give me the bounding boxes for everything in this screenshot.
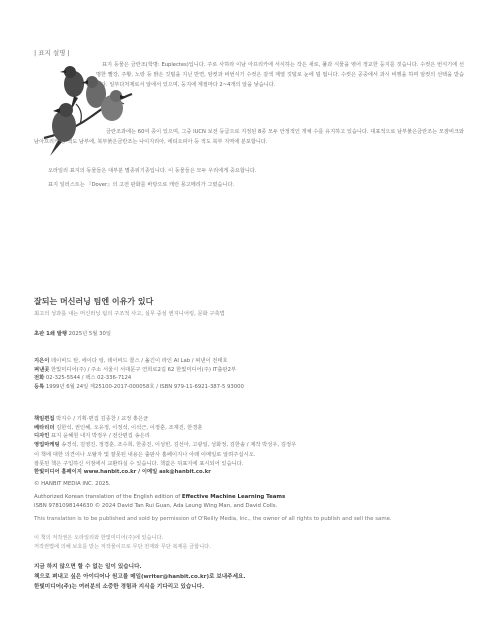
- book-subtitle: 최고의 성과를 내는 머신러닝 팀의 구조적 사고, 실무 중심 엔지니어링, 문화 구축법: [34, 311, 225, 317]
- cover-note-paragraph-4: 표지 일러스트는 『Dover』의 고전 판화를 바탕으로 캐런 몽고메리가 그렸습니다.: [48, 182, 235, 188]
- people-value-0: 데이비드 탄, 에이다 렁, 데이비드 콜스 / 옮긴이 라인 AI Lab / 펴낸이 전태호: [51, 358, 228, 364]
- printing-info: [34, 330, 474, 339]
- cover-note-paragraph-3: 오라일리 표지의 동물들은 대부분 멸종위기종입니다. 이 동물들은 모두 우리에게 중요합니다.: [48, 168, 257, 174]
- closing-line-3: 한빛미디어(주)는 여러분의 소중한 경험과 지식을 기다리고 있습니다.: [34, 583, 205, 590]
- printing-label: 초판 1쇄 발행: [34, 331, 67, 337]
- staff-value-1: 김한석, 권인혜, 오유정, 이정석, 이석근, 이정훈, 조재진, 한경훈: [56, 424, 203, 431]
- cover-note-paragraph-2: 금란조과에는 60여 종이 있으며, 그중 IUCN 보전 등급으로 지정된 8종 모두 안정적인 개체 수를 유지하고 있습니다. 대표적으로 남부붉은금란조는 모잠비크와 남아프리카 등 적도 남부에, 북부붉은금란조는 나이지리아, 에티오피아 등 적도 북부 지역에 분포합니다.: [34, 129, 464, 145]
- people-label-1: 펴낸곳: [34, 366, 50, 373]
- translation-rights: This translation is to be published and sold by permission of O'Reilly Media, Inc., the owner of all rights to publish and sell the same.: [34, 516, 392, 522]
- errata-line-1: 이 책에 대한 의견이나 오탈자 및 잘못된 내용은 출판사 홈페이지나 아래 이메일로 알려주십시오.: [34, 452, 256, 458]
- closing-line-2: 책으로 펴내고 싶은 아이디어나 원고를 메일(writer@hanbit.co.kr)로 보내주세요.: [34, 573, 246, 580]
- staff-label-0: 책임편집: [34, 416, 55, 422]
- korean-notice-1: 이 책의 저작권은 오라일리와 한빛미디어(주)에 있습니다.: [34, 535, 164, 541]
- people-label-2: 전화: [34, 375, 45, 382]
- english-edition-info: [34, 493, 474, 511]
- english-prefix: Authorized Korean translation of the English edition of: [34, 494, 181, 500]
- copyright-notice: © HANBIT MEDIA INC. 2025.: [34, 481, 111, 487]
- closing-line-1: 지금 하지 않으면 할 수 없는 일이 있습니다.: [34, 564, 142, 570]
- korean-copyright-notice: [34, 534, 474, 552]
- cover-note-paragraph-1: 표지 동물은 금란조(학명: Euplectes)입니다. 주로 사하라 이남 아프리카에 서식하는 작은 새로, 풀과 식물을 엮어 정교한 둥지를 짓습니다. 수컷은 번식기에 선명한 빨강, 주황, 노랑 등 밝은 깃털을 지닌 반면, 암컷과 비번식기 수컷은 갈색 계열 깃털로 눈에 덜 띕니다. 수컷은 공중에서 과시 비행을 하며 암컷의 선택을 받습니다. 일부다처제로서 알에서 있으며, 둥지에 계절마다 2~4개의 알을 낳습니다.: [96, 62, 464, 88]
- people-value-3: 1999년 6월 24일 제25100-2017-000058호 / ISBN 979-11-6921-387-5 93000: [45, 384, 244, 391]
- staff-value-0: 박지수 / 기획·편집 김종찬 / 교정 홍은균: [56, 416, 149, 422]
- publisher-info: [34, 357, 474, 392]
- book-title: 잘되는 머신러닝 팀엔 이유가 있다: [34, 297, 154, 306]
- staff-label-1: 베타리더: [34, 424, 55, 431]
- staff-info: [34, 415, 474, 450]
- staff-label-3: 영업마케팅: [34, 442, 60, 449]
- people-value-1: 한빛미디어(주) / 주소 서울시 서대문구 연희로2길 62 한빛미디어(주) IT출판2부: [51, 366, 237, 373]
- english-title: Effective Machine Learning Teams: [181, 494, 286, 500]
- contact-line: 한빛미디어 홈페이지 www.hanbit.co.kr / 이메일 ask@hanbit.co.kr: [34, 469, 211, 476]
- people-label-0: 지은이: [34, 358, 50, 364]
- printing-date: 2025년 5월 30일: [68, 331, 111, 337]
- closing-message: [34, 563, 474, 592]
- staff-value-2: 표지 윤혜원 내지 박정우 / 전산편집 송은리: [51, 433, 150, 440]
- people-value-2: 02-325-5544 / 팩스 02-336-7124: [45, 375, 132, 382]
- people-label-3: 등록: [34, 384, 45, 391]
- errata-info: [34, 451, 474, 477]
- english-isbn: ISBN 9781098144630 © 2024 David Tan Rui Guan, Ada Leung Wing Man, and David Colls.: [34, 503, 278, 509]
- errata-line-2: 잘못된 책은 구입하신 서점에서 교환하실 수 있습니다. 책값은 뒤표지에 표시되어 있습니다.: [34, 460, 244, 467]
- staff-label-2: 디자인: [34, 433, 50, 440]
- korean-notice-2: 저작권법에 의해 보호를 받는 저작물이므로 무단 전재와 무단 복제를 금합니다.: [34, 544, 211, 550]
- staff-value-3: 송경석, 김영진, 정경훈, 조수희, 한종진, 이성빈, 김선아, 고광일, 성화정, 김한솔 / 제작 박성우, 김정우: [61, 442, 297, 449]
- cover-note-label: | 표지 설명 |: [34, 49, 70, 57]
